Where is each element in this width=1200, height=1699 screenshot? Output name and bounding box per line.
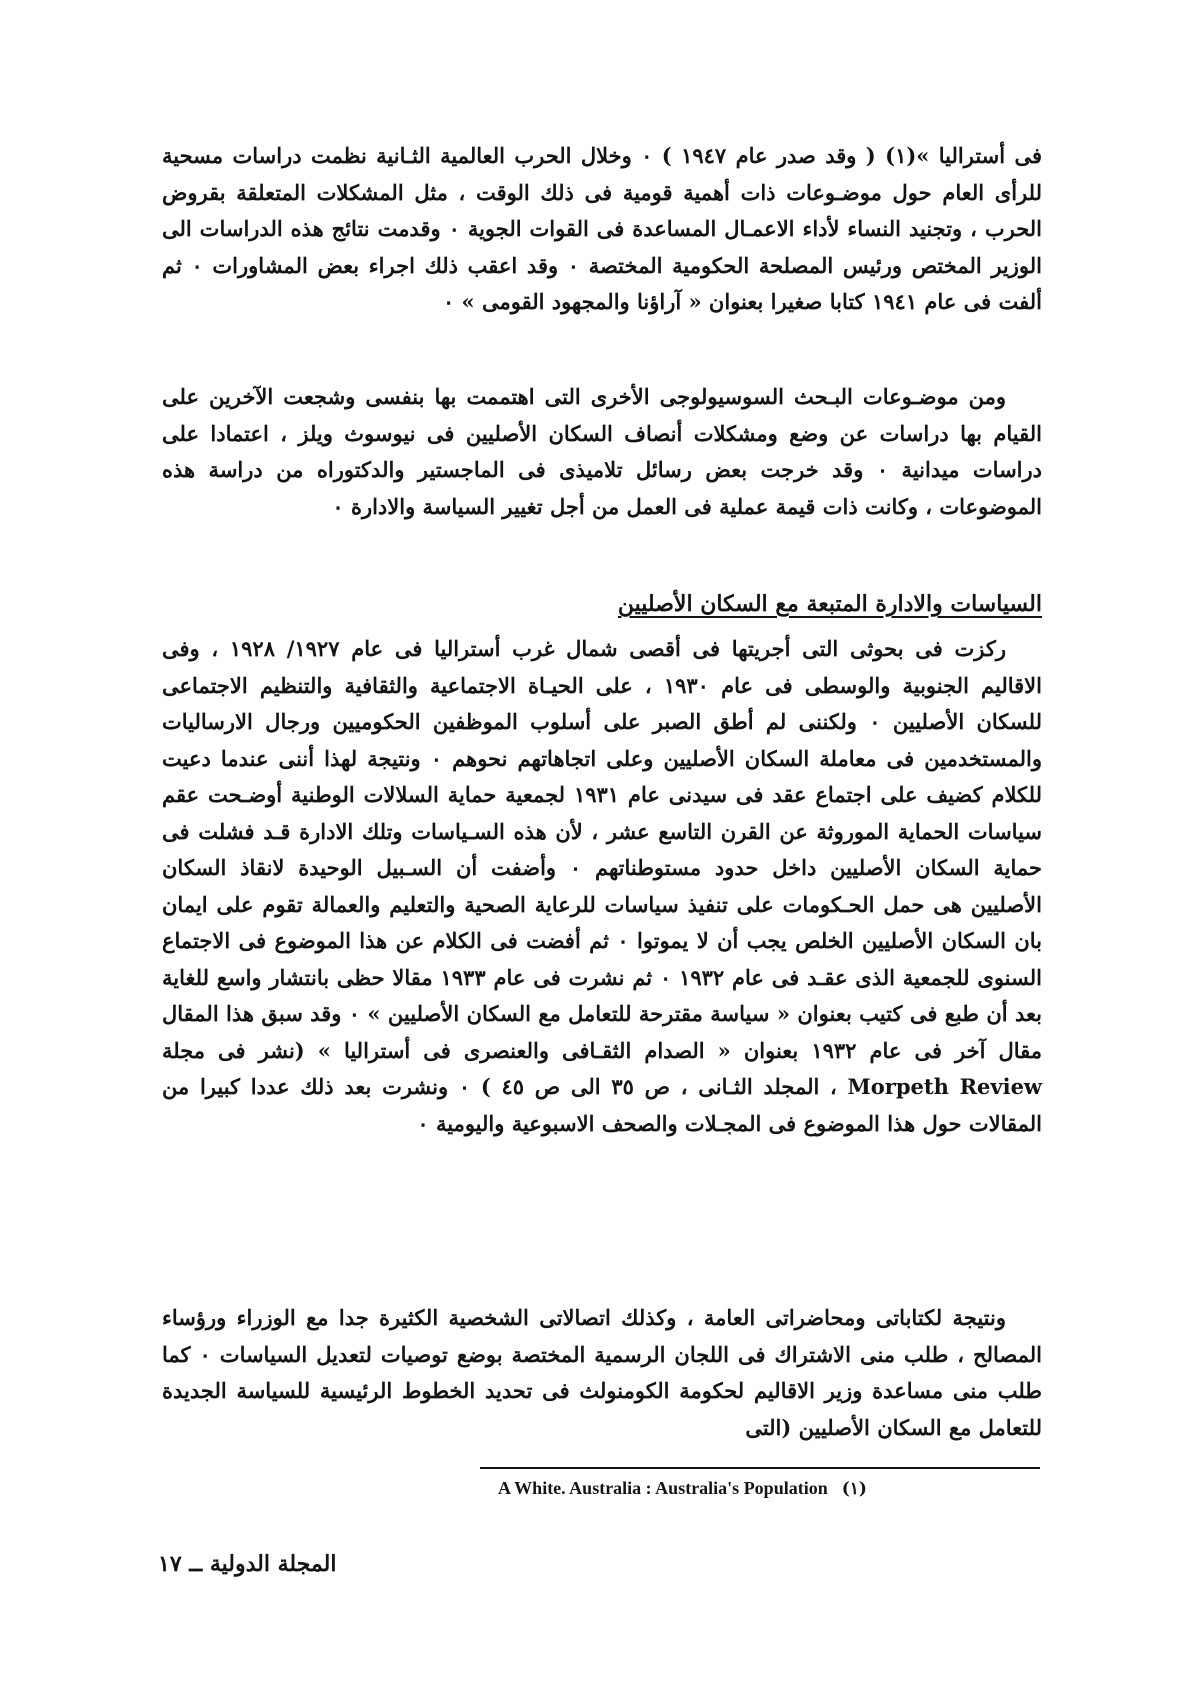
paragraph-text: ركزت فى بحوثى التى أجريتها فى أقصى شمال غرب أستراليا فى عام ١٩٢٧/ ١٩٢٨ ، وفى الاقاليم الجنوبية والوسطى فى عام ١٩٣٠ ، على الحيـاة الاجتماعية والثقافية والتنظيم الاجتماعى للسكان الأصليين ٠ ولكننى لم أطق الصبر على أسلوب الموظفين الحكوميين ورجال الارساليات والمستخدمين فى معاملة السكان الأصليين وعلى اتجاهاتهم نحوهم ٠ ونتيجة لهذا أننى عندما دعيت للكلام كضيف على اجتماع عقد فى سيدنى عام ١٩٣١ لجمعية حماية السلالات الوطنية أوضـحت عقم سياسات الحماية الموروثة عن القرن التاسع عشر ، لأن هذه السـياسات وتلك الادارة قـد فشلت فى حماية السكان الأصليين داخل حدود مستوطناتهم ٠ وأضفت أن السـبيل الوحيدة لانقاذ السكان الأصليين هى حمل الحـكومات على تنفيذ سياسات للرعاية الصحية والتعليم والعمالة تقوم على ايمان بان السكان الأصليين الخلص يجب أن لا يموتوا ٠ ثم أفضت فى الكلام عن هذا الموضوع فى الاجتماع السنوى للجمعية الذى عقـد فى عام ١٩٣٢ ٠ ثم نشرت فى عام ١٩٣٣ مقالا حظى بانتشار واسع للغاية بعد أن طبع فى كتيب بعنوان « سياسة مقترحة للتعامل مع السكان الأصليين » ٠ وقد سبق هذا المقال مقال آخر فى عام ١٩٣٢ بعنوان « الصدام الثقـافى والعنصرى فى أستراليا » (نشر فى مجلة Morpeth Review ، المجلد الثـانى ، ص ٣٥ الى ص ٤٥ ) ٠ ونشرت بعد ذلك عددا كبيرا من المقالات حول هذا الموضوع فى المجـلات والصحف الاسبوعية واليومية ٠ bbox=[162, 636, 1043, 1136]
body-paragraph-4 bbox=[162, 1300, 1042, 1446]
page-footer: المجلة الدولية ــ ١٧ bbox=[158, 1551, 337, 1577]
footnote bbox=[498, 1474, 1038, 1503]
footnote-divider bbox=[480, 1467, 1040, 1469]
footnote-marker: (١) bbox=[841, 1479, 867, 1499]
paragraph-text: ونتيجة لكتاباتى ومحاضراتى العامة ، وكذلك اتصالاتى الشخصية الكثيرة جدا مع الوزراء ورؤساء المصالح ، طلب منى الاشتراك فى اللجان الرسمية المختصة بوضع توصيات لتعديل السياسات ٠ كما طلب منى مساعدة وزير الاقاليم لحكومة الكومنولث فى تحديد الخطوط الرئيسية للسياسة الجديدة للتعامل مع السكان الأصليين (التى bbox=[162, 1305, 1042, 1440]
body-paragraph-2 bbox=[162, 379, 1042, 525]
paragraph-text: ومن موضـوعات البـحث السوسيولوجى الأخرى التى اهتممت بها بنفسى وشجعت الآخرين على القيام بها دراسات عن وضع ومشكلات أنصاف السكان الأصليين فى نيوسوث ويلز ، اعتمادا على دراسات ميدانية ٠ وقد خرجت بعض رسائل تلاميذى فى الماجستير والدكتوراه من دراسة هذه الموضوعات ، وكانت ذات قيمة عملية فى العمل من أجل تغيير السياسة والادارة ٠ bbox=[162, 384, 1042, 519]
body-paragraph-1 bbox=[162, 138, 1042, 321]
footnote-text: A White. Australia : Australia's Population bbox=[498, 1478, 828, 1498]
body-paragraph-3 bbox=[162, 631, 1042, 1142]
paragraph-text: فى أستراليا »(١) ( وقد صدر عام ١٩٤٧ ) ٠ وخلال الحرب العالمية الثـانية نظمت دراسات مسحية للرأى العام حول موضـوعات ذات أهمية قومية فى ذلك الوقت ، مثل المشكلات المتعلقة بقروض الحرب ، وتجنيد النساء لأداء الاعمـال المساعدة فى القوات الجوية ٠ وقدمت نتائج هذه الدراسات الى الوزير المختص ورئيس المصلحة الحكومية المختصة ٠ وقد اعقب ذلك اجراء بعض المشاورات ٠ ثم ألفت فى عام ١٩٤١ كتابا صغيرا بعنوان « آراؤنا والمجهود القومى » ٠ bbox=[162, 143, 1043, 314]
section-heading: السياسات والادارة المتبعة مع السكان الأصليين bbox=[617, 591, 1042, 617]
